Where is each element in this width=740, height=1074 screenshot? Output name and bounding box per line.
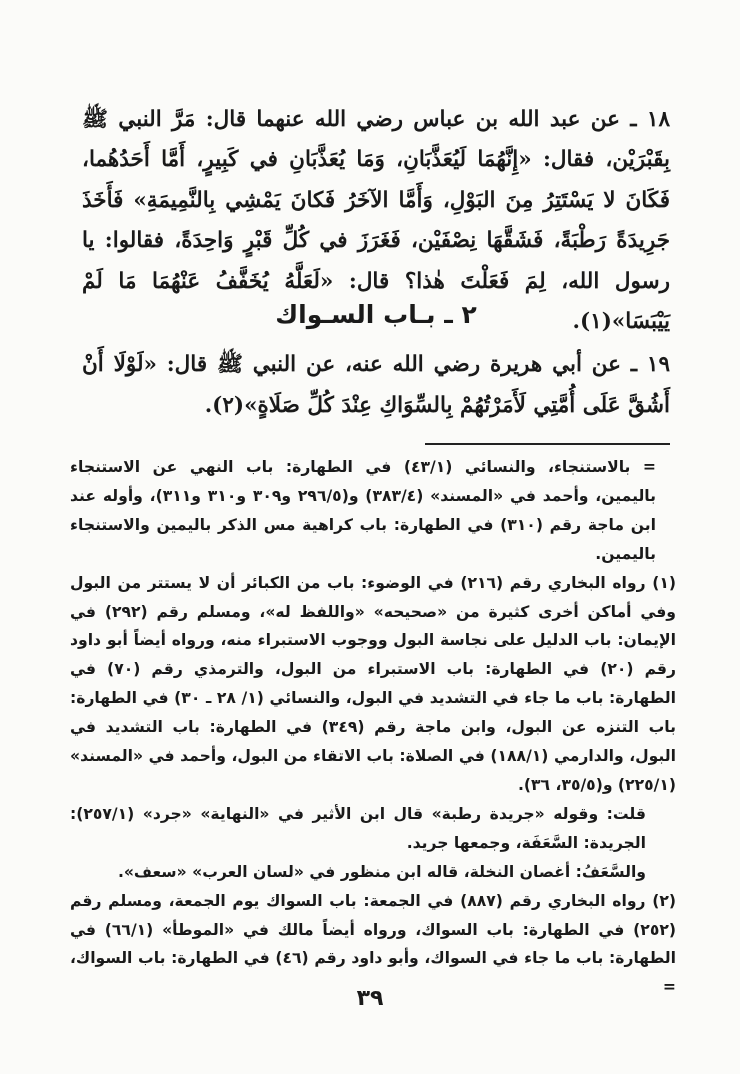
hadith-19-text: ١٩ ـ عن أبي هريرة رضي الله عنه، عن النبي ﷺ قال: «لَوْلَا أَنْ أَشُقَّ عَلَى أُمَّتِي لَأَمَرْتُهُمْ بِالسِّوَاكِ عِنْدَ كُلِّ صَلَاةٍ»(٢). xyxy=(82,352,670,418)
hadith-19 xyxy=(82,345,670,426)
footnote-continuation: = بالاستنجاء، والنسائي (٤٣/١) في الطهارة: باب النهي عن الاستنجاء باليمين، وأحمد في «المسند» (٣٨٣/٤) و(٢٩٦/٥ و٣٠٩ و٣١٠ و٣١١)، وأوله عند ابن ماجة رقم (٣١٠) في الطهارة: باب كراهية مس الذكر باليمين والاستنجاء باليمين. xyxy=(70,458,657,563)
footnote-2: (٢) رواه البخاري رقم (٨٨٧) في الجمعة: باب السواك يوم الجمعة، ومسلم رقم (٢٥٢) في الطهارة: باب السواك، ورواه أيضاً مالك في «الموطأ» (٦٦/١) في الطهارة: باب ما جاء في السواك، وأبو داود رقم (٤٦) في الطهارة: باب السواك، = xyxy=(70,891,676,997)
page-number: ٣٩ xyxy=(356,986,384,1011)
chapter-heading: ٢ ـ بـاب السـواك xyxy=(275,300,477,329)
footnote-note-1: قلت: وقوله «جريدة رطبة» قال ابن الأثير في «النهاية» «جرد» (٢٥٧/١): الجريدة: السَّعَفَة، وجمعها جريد. xyxy=(70,804,646,852)
footnote-1: (١) رواه البخاري رقم (٢١٦) في الوضوء: باب من الكبائر أن لا يستتر من البول وفي أماكن أخرى كثيرة من «صحيحه» «واللفظ له»، ومسلم رقم (٢٩٢) في الإيمان: باب الدليل على نجاسة البول ووجوب الاستبراء منه، ورواه أيضاً أبو داود رقم (٢٠) في الطهارة: باب الاستبراء من البول، والترمذي رقم (٧٠) في الطهارة: باب ما جاء في التشديد في البول، والنسائي (١/ ٢٨ ـ ٣٠) في الطهارة: باب التنزه عن البول، وابن ماجة رقم (٣٤٩) في الطهارة: باب التشديد في البول، والدارمي (١٨٨/١) في الصلاة: باب الاتقاء من البول، وأحمد في «المسند» (٢٢٥/١) و(٣٥/٥، ٣٦). xyxy=(70,573,677,794)
footnote-note-2: والسَّعَفُ: أغصان النخلة، قاله ابن منظور في «لسان العرب» «سعف». xyxy=(117,862,646,881)
footnote-divider xyxy=(425,443,670,445)
footnotes xyxy=(70,453,676,1002)
hadith-18-text: ١٨ ـ عن عبد الله بن عباس رضي الله عنهما قال: مَرَّ النبي ﷺ بِقَبْرَيْن، فقال: «إِنَّهُمَا لَيُعَذَّبَانِ، وَمَا يُعَذَّبَانِ في كَبِيرٍ، أَمَّا أَحَدُهُما، فَكَانَ لا يَسْتَتِرُ مِنَ البَوْلِ، وَأَمَّا الآخَرُ فَكانَ يَمْشِي بِالنَّمِيمَةِ» فَأَخَذَ جَرِيدَةً رَطْبَةً، فَشَقَّهَا نِصْفَيْن، فَغَرَزَ في كُلِّ قَبْرٍ وَاحِدَةً، فقالوا: يا رسول الله، لِمَ فَعَلْتَ هٰذا؟ قال: «لَعَلَّهُ يُخَفَّفُ عَنْهُمَا مَا لَمْ يَيْبَسَا»(١). xyxy=(82,106,670,334)
